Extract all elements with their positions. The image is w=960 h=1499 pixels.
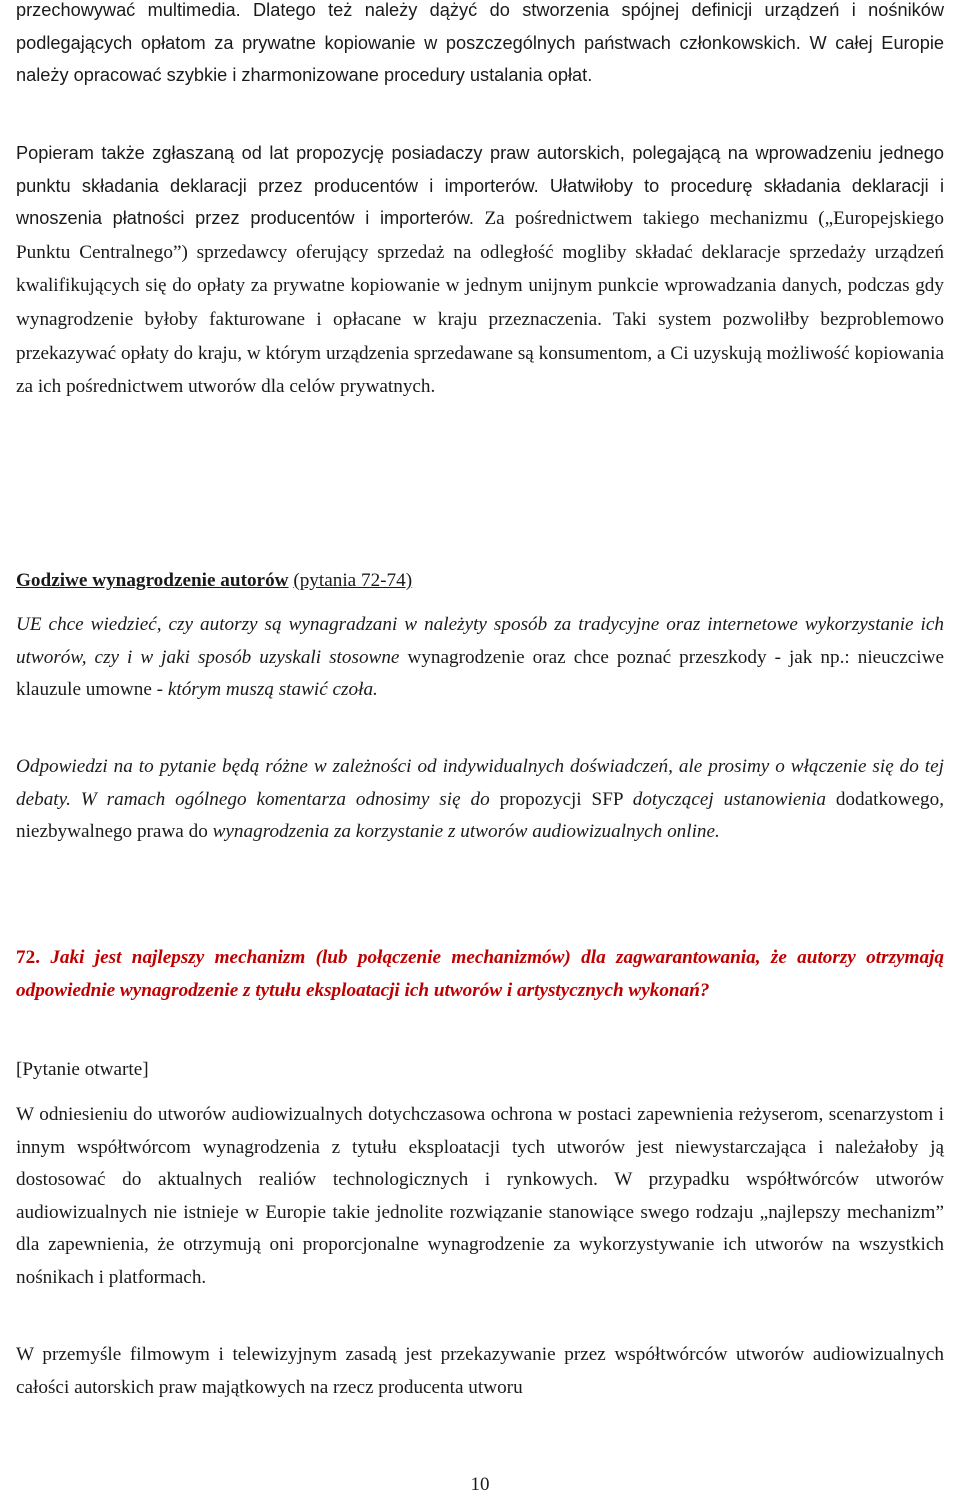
question-72: [16, 942, 944, 1007]
open-question-label: [Pytanie otwarte]: [16, 1059, 149, 1080]
intro-part-4: którym muszą stawić czoła.: [167, 679, 378, 701]
paragraph-central-point-part-a: Popieram także zgłaszaną od lat propozycję posiadaczy praw autorskich, polegającą na wprowadzeniu jednego punktu składania deklaracji przez producentów i importerów. Ułatwiłoby to procedurę składania deklaracji i wnoszenia płatności przez producentów i importerów.: [16, 143, 944, 229]
answer-note-part-1: Odpowiedzi na to pytanie będą różne w zależności od indywidualnych doświadczeń, ale prosimy o włączenie się do tej debaty. W ramach ogólnego komentarza odnosimy się do: [16, 756, 944, 810]
answer-note-part-3: dotyczącej ustanowienia: [632, 788, 836, 810]
intro-part-3: - jak np.: nieuczciwe klauzule umowne -: [16, 646, 945, 701]
section-heading-range: (pytania 72-74): [293, 570, 413, 591]
answer-note-part-4: dodatkowego, niezbywalnego prawa do: [16, 788, 944, 843]
question-72-number: 72.: [16, 947, 40, 968]
answer-note-part-5: wynagrodzenia za korzystanie z utworów audiowizualnych online.: [212, 821, 720, 843]
paragraph-answer-1: W odniesieniu do utworów audiowizualnych dotychczasowa ochrona w postaci zapewnienia reżyserom, scenarzystom i innym współtwórcom wynagrodzenia z tytułu eksploatacji tych utworów jest niewystarczająca i należałoby ją dostosować do aktualnych realiów technologicznych i rynkowych. W przypadku współtwórców utworów audiowizualnych nie istnieje w Europie takie jednolite rozwiązanie stanowiące swego rodzaju „najlepszy mechanizm” dla zapewnienia, że otrzymują oni proporcjonalne wynagrodzenie za wykorzystywanie ich utworów na wszystkich nośnikach i platformach.: [16, 1104, 944, 1288]
section-heading-title: Godziwe wynagrodzenie autorów: [16, 570, 289, 591]
intro-part-2: wynagrodzenie oraz chce poznać przeszkody: [407, 646, 767, 668]
answer-note-part-2: propozycji SFP: [499, 788, 633, 810]
paragraph-multimedia-definition: przechowywać multimedia. Dlatego też należy dążyć do stworzenia spójnej definicji urządzeń i nośników podlegających opłatom za prywatne kopiowanie w poszczególnych państwach członkowskich. W całej Europie należy opracować szybkie i zharmonizowane procedury ustalania opłat.: [16, 0, 944, 86]
question-72-text: Jaki jest najlepszy mechanizm (lub połączenie mechanizmów) dla zagwarantowania, że autorzy otrzymają odpowiednie wynagrodzenie z tytułu eksploatacji ich utworów i artystycznych wykonań?: [16, 947, 944, 1001]
page-number: 10: [470, 1474, 490, 1495]
paragraph-answer-note: [16, 751, 944, 849]
paragraph-central-point-proposal: [16, 137, 944, 404]
section-heading: [16, 565, 412, 597]
paragraph-answer-2: W przemyśle filmowym i telewizyjnym zasadą jest przekazywanie przez współtwórców utworów audiowizualnych całości autorskich praw majątkowych na rzecz producenta utworu: [16, 1344, 944, 1398]
intro-part-1: UE chce wiedzieć, czy autorzy są wynagradzani w należyty sposób za tradycyjne oraz internetowe wykorzystanie ich utworów, czy i w jaki sposób uzyskali stosowne: [16, 614, 944, 668]
paragraph-central-point-part-b: Za pośrednictwem takiego mechanizmu („Europejskiego Punktu Centralnego”) sprzedawcy oferujący sprzedaż na odległość mogliby składać deklaracje sprzedaży urządzeń kwalifikujących się do opłaty za prywatne kopiowanie w jednym unijnym punkcie wprowadzania danych, podczas gdy wynagrodzenie byłoby fakturowane i opłacane w kraju przeznaczenia. Taki system pozwoliłby bezproblemowo przekazywać opłaty do kraju, w którym urządzenia sprzedawane są konsumentom, a Ci uzyskują możliwość kopiowania za ich pośrednictwem utworów dla celów prywatnych.: [16, 208, 944, 398]
paragraph-eu-intro: [16, 609, 944, 707]
